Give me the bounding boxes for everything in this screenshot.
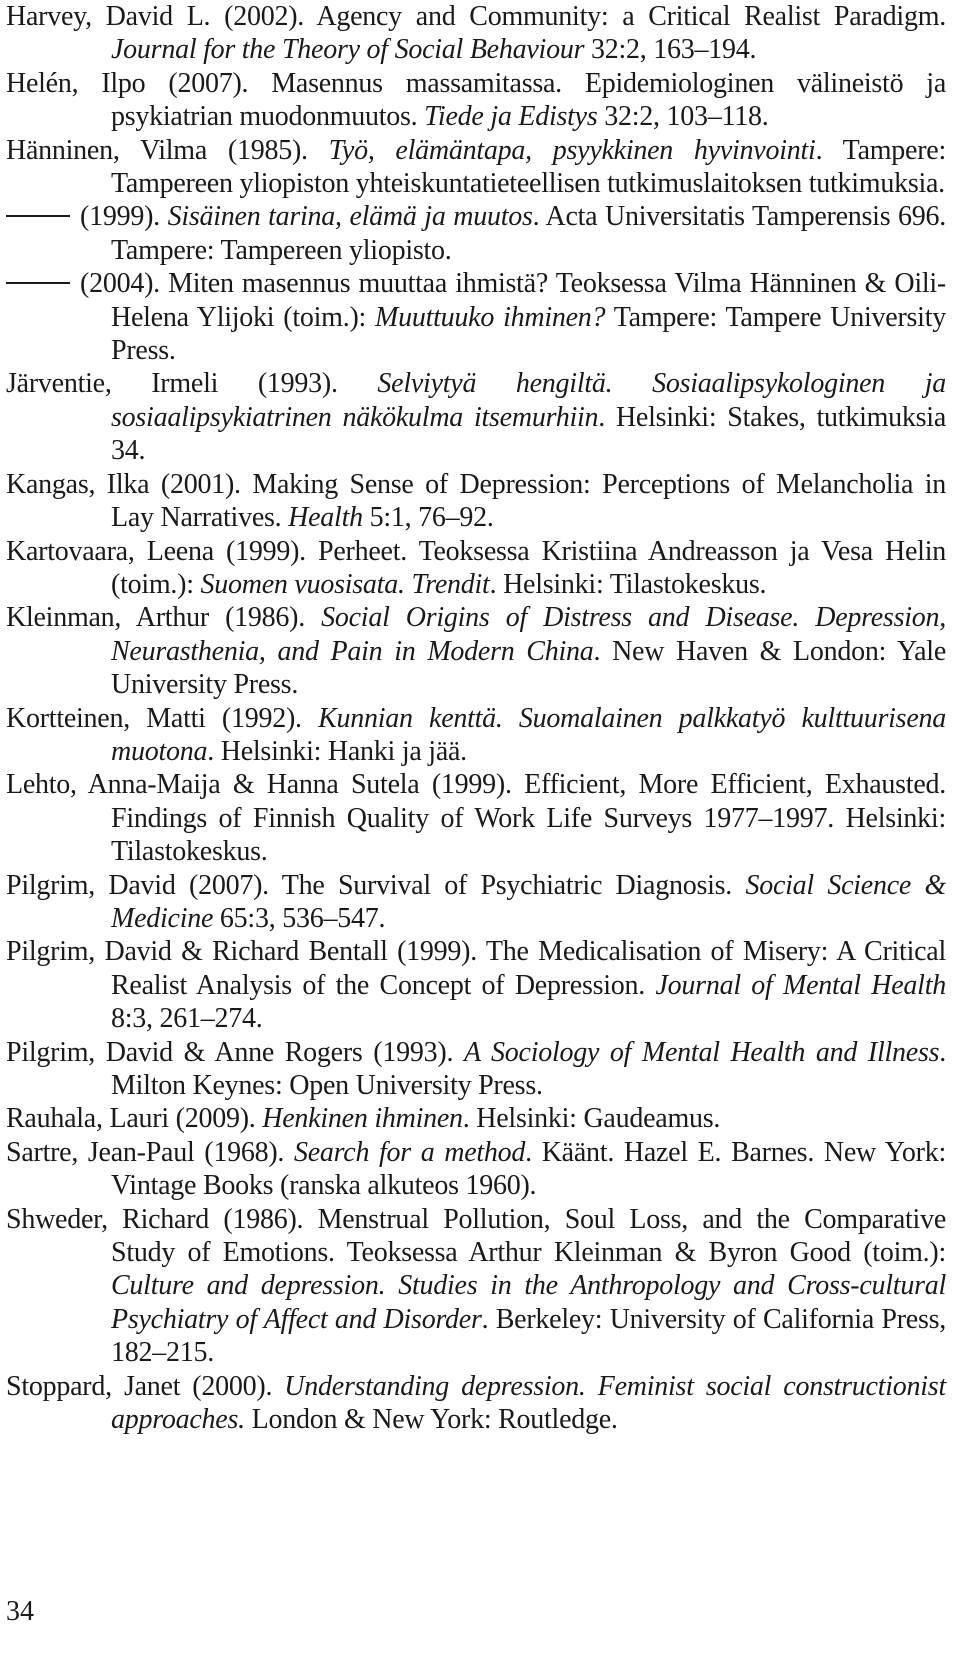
page-number: 34 — [6, 1596, 34, 1627]
reference-text: Hänninen, Vilma (1985). — [6, 134, 329, 166]
ditto-dash — [6, 282, 70, 284]
reference-entry — [6, 601, 946, 701]
reference-text: . Helsinki: Stakes, tutkimuksia 34. — [111, 401, 946, 467]
reference-entry — [6, 1102, 946, 1135]
reference-text: . New Haven & London: Yale University Press. — [111, 635, 946, 701]
reference-text: . Acta Universitatis Tamperensis 696. Tampere: Tampereen yliopisto. — [111, 201, 946, 266]
reference-entry — [6, 535, 946, 602]
reference-text: . Helsinki: Gaudeamus. — [462, 1103, 721, 1135]
reference-entry — [6, 468, 946, 535]
reference-entry — [6, 935, 946, 1035]
reference-text: (2004). Miten masennus muuttaa ihmistä? Teoksessa Vilma Hänninen & Oili-Helena Ylijoki (toim.): — [80, 268, 946, 333]
reference-text: . Helsinki: Tilastokeskus. — [489, 568, 767, 600]
ditto-dash — [6, 215, 70, 217]
reference-title-italic: Social Origins of Distress and Disease. Depression, Neurasthenia, and Pain in Modern China — [111, 602, 946, 667]
reference-entry — [6, 267, 946, 367]
reference-title-italic: Journal of Mental Health — [655, 969, 946, 1001]
reference-entry — [6, 0, 946, 67]
reference-entry — [6, 702, 946, 769]
reference-title-italic: Social Science & Medicine — [111, 869, 946, 934]
reference-entry — [6, 1370, 946, 1437]
reference-text: Kleinman, Arthur (1986). — [6, 602, 322, 634]
reference-entry — [6, 200, 946, 267]
reference-text: . Helsinki: Hanki ja jää. — [207, 735, 467, 767]
reference-text: Pilgrim, David & Richard Bentall (1999). The Medicalisation of Misery: A Critical Realist Analysis of the Concept of Depression. — [6, 936, 946, 1001]
reference-entry — [6, 869, 946, 936]
reference-title-italic: Kunnian kenttä. Suomalainen palkkatyö kulttuurisena muotona — [111, 702, 946, 767]
reference-text: Järventie, Irmeli (1993). — [6, 368, 378, 400]
reference-title-italic: A Sociology of Mental Health and Illness — [463, 1036, 940, 1068]
reference-text: Harvey, David L. (2002). Agency and Community: a Critical Realist Paradigm. — [6, 1, 946, 32]
reference-text: London & New York: Routledge. — [244, 1404, 618, 1436]
reference-text: 32:2, 103–118. — [597, 101, 769, 133]
reference-entry — [6, 1036, 946, 1103]
reference-text: Kartovaara, Leena (1999). Perheet. Teoksessa Kristiina Andreasson ja Vesa Helin (toim.): — [6, 535, 946, 600]
reference-text: . Käänt. Hazel E. Barnes. New York: Vintage Books (ranska alkuteos 1960). — [111, 1136, 946, 1202]
reference-text: 8:3, 261–274. — [111, 1003, 263, 1035]
reference-title-italic: Muuttuuko ihminen? — [375, 301, 606, 333]
reference-text: 65:3, 536–547. — [213, 902, 386, 934]
reference-text: Helén, Ilpo (2007). Masennus massamitassa. Epidemiologinen välineistö ja psykiatrian muodonmuutos. — [6, 67, 946, 133]
reference-title-italic: Health — [288, 502, 363, 534]
reference-text: Rauhala, Lauri (2009). — [6, 1103, 263, 1135]
reference-entry — [6, 1136, 946, 1203]
reference-title-italic: Understanding depression. Feminist social constructionist approaches. — [111, 1370, 946, 1436]
reference-text: . Milton Keynes: Open University Press. — [111, 1036, 946, 1101]
reference-entry — [6, 367, 946, 467]
reference-text: Kortteinen, Matti (1992). — [6, 702, 319, 734]
reference-text: (1999). — [80, 201, 168, 233]
reference-text: Pilgrim, David & Anne Rogers (1993). — [6, 1036, 464, 1068]
reference-title-italic: Työ, elämäntapa, psyykkinen hyvinvointi — [328, 134, 816, 166]
reference-title-italic: Search for a method — [293, 1136, 526, 1168]
reference-text: . Tampere: Tampereen yliopiston yhteiskuntatieteellisen tutkimuslaitoksen tutkimuksia. — [111, 134, 946, 200]
reference-text: . Berkeley: University of California Press, 182–215. — [111, 1303, 946, 1369]
reference-text: Sartre, Jean-Paul (1968). — [6, 1136, 294, 1168]
reference-page — [6, 0, 946, 1436]
reference-text: Shweder, Richard (1986). Menstrual Pollution, Soul Loss, and the Comparative Study of Emotions. Teoksessa Arthur Kleinman & Byron Good (toim.): — [6, 1203, 946, 1269]
reference-text: Kangas, Ilka (2001). Making Sense of Depression: Perceptions of Melancholia in Lay Narratives. — [6, 468, 946, 534]
reference-text: 5:1, 76–92. — [362, 502, 494, 534]
reference-text: 32:2, 163–194. — [584, 34, 757, 66]
reference-text: Lehto, Anna-Maija & Hanna Sutela (1999). Efficient, More Efficient, Exhausted. Findings of Finnish Quality of Work Life Surveys 1977–1997. Helsinki: Tilastokeskus. — [6, 769, 946, 868]
reference-title-italic: Selviytyä hengiltä. Sosiaalipsykologinen ja sosiaalipsykiatrinen näkökulma itsemurhiin — [111, 368, 946, 433]
reference-list — [6, 0, 946, 1436]
reference-title-italic: Henkinen ihminen — [262, 1103, 463, 1135]
reference-title-italic: Sisäinen tarina, elämä ja muutos — [167, 201, 533, 233]
reference-entry — [6, 1203, 946, 1370]
reference-text: Pilgrim, David (2007). The Survival of Psychiatric Diagnosis. — [6, 869, 746, 901]
reference-title-italic: Tiede ja Edistys — [424, 101, 598, 133]
reference-entry — [6, 67, 946, 134]
reference-text: Stoppard, Janet (2000). — [6, 1370, 285, 1402]
reference-title-italic: Culture and depression. Studies in the Anthropology and Cross-cultural Psychiatry of Affect and Disorder — [111, 1270, 946, 1335]
reference-title-italic: Journal for the Theory of Social Behaviour — [111, 34, 585, 66]
reference-title-italic: Suomen vuosisata. Trendit — [200, 568, 490, 600]
reference-text: Tampere: Tampere University Press. — [111, 301, 946, 367]
reference-entry — [6, 768, 946, 868]
reference-entry — [6, 134, 946, 201]
